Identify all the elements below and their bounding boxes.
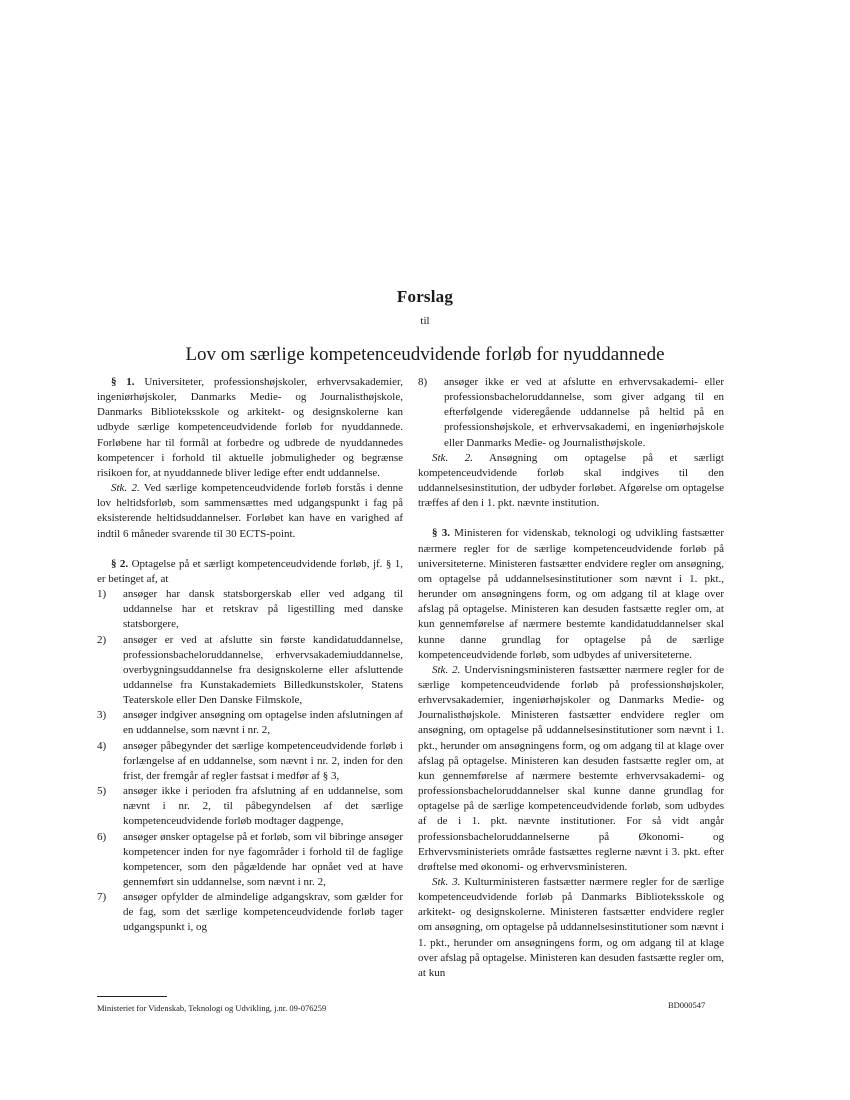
list-item [97, 830, 403, 891]
list-item-number: 5) [97, 785, 107, 798]
list-item-number: 4) [97, 739, 107, 752]
list-item [97, 708, 403, 738]
section-3-stk-3-text: Kulturministeren fastsætter nærmere regler for de særlige kompetenceudvidende forløb på Danmarks Biblioteksskole og arkitekt- og designskolerne. Ministeren fastsætter endvidere regler om ansøgning, om optagelse på uddannelsesinstitutioner som nævnt i 1. pkt., herunder om ansøgningens form, og om adgang til at klage over afslag på optagelse. Ministeren kan desuden fastsætte regler om, at kun [418, 876, 724, 979]
section-3-stk-3-mark: Stk. 3. [432, 876, 461, 888]
list-item-text: ansøger ønsker optagelse på et forløb, som vil bibringe ansøger kompetencer inden for nye fagområder i forhold til de faglige kompetencer, som den pågældende har opnået ved at have gennemført sin uddannelse, som nævnt i nr. 2, [123, 830, 403, 888]
list-item-number: 3) [97, 709, 107, 722]
section-2-text: Optagelse på et særligt kompetenceudvidende forløb, jf. § 1, er betinget af, at [97, 557, 403, 585]
section-3-stk-3 [418, 875, 724, 981]
section-1-stk-2-text: Ved særlige kompetenceudvidende forløb forstås i denne lov heltidsforløb, som sammensættes med udgangspunkt i fag på eksisterende heltidsuddannelser. Forløbet kan have en varighed af indtil 6 måneder svarende til 30 ECTS-point. [97, 482, 403, 540]
list-item [97, 633, 403, 709]
list-item-text: ansøger ikke er ved at afslutte en erhvervsakademi- eller professionsbacheloruddannelse, som giver adgang til en efterfølgende videregående uddannelse på heltid på en professionshøjskole, et erhvervsakademi, en ingeniørhøjskole eller Danmarks Medie- og Journalisthøjskole. [444, 376, 724, 449]
list-item-text: ansøger påbegynder det særlige kompetenceudvidende forløb i forlængelse af en uddannelse, som nævnt i nr. 2, inden for den frist, der fremgår af regler fastsat i medfør af § 3, [123, 739, 403, 782]
footnote-divider [97, 996, 167, 997]
list-item-text: ansøger ikke i perioden fra afslutning af en uddannelse, som nævnt i nr. 2, til påbegyndelsen af det særlige kompetenceudvidende forløb modtager dagpenge, [123, 785, 403, 828]
section-1-mark: § 1. [111, 376, 135, 388]
section-2-stk-2-text: Ansøgning om optagelse på et særligt kompetenceudvidende forløb skal indgives til den uddannelsesinstitution, der udbyder forløbet. Afgørelse om optagelse træffes af den i 1. pkt. nævnte institution. [418, 451, 724, 510]
page-title: Forslag [396, 287, 454, 306]
list-item [97, 587, 403, 632]
section-3-stk-2-text: Undervisningsministeren fastsætter nærmere regler for de særlige kompetenceudvidende forløb på professionshøjskoler, erhvervsakademier, ingeniørhøjskoler og Danmarks Medie- og Journalisthøjskole. Ministeren fastsætter endvidere regler om ansøgning, om optagelse på uddannelsesinstitutioner som nævnt i 1. pkt., herunder om ansøgningens form, og om adgang til at klage over afslag på optagelse. Ministeren kan desuden fastsætte regler om, at kun gennemførelse af nærmere bestemte erhvervsakademi- og professionsbacheloruddannelser skal kunne danne grundlag for optagelse på de særlige kompetenceudvidende forløb, som udbydes af de i 1. pkt. nævnte institutioner. For så vidt angår professionsbacheloruddannelserne på Økonomi- og Erhvervsministeriets område fastsættes reglerne nævnt i 3. pkt. efter drøftelse med økonomi- og erhvervsministeren. [418, 663, 724, 873]
list-item-text: ansøger opfylder de almindelige adgangskrav, som gælder for de fag, som det særlige kompetenceudvidende forløb tager udgangspunkt i, og [123, 891, 403, 934]
section-3-mark: § 3. [432, 527, 450, 540]
list-item [418, 375, 724, 451]
right-column [418, 375, 724, 981]
section-3 [418, 526, 724, 662]
list-item-number: 1) [97, 588, 107, 601]
section-1 [97, 375, 403, 481]
document-id: BD000547 [668, 1000, 706, 1010]
list-item-text: ansøger har dansk statsborgerskab eller ved adgang til uddannelse har et retskrav på ligestilling med danske statsborgere, [123, 588, 403, 631]
page-subtitle: til [420, 315, 430, 327]
section-2-mark: § 2. [111, 557, 129, 570]
list-item-number: 2) [97, 633, 107, 646]
list-item-text: ansøger er ved at afslutte sin første kandidatuddannelse, professionsbacheloruddannelse, erhvervsakademiuddannelse, overbygningsuddannelse fra designskolerne eller afsluttende uddannelse fra Kunstakademiets Billedkunstskoler, Statens Teaterskole eller Den Danske Filmskole, [123, 633, 403, 707]
list-item-number: 6) [97, 830, 107, 843]
section-2-stk-2-mark: Stk. 2. [432, 451, 474, 464]
section-1-text: Universiteter, professionshøjskoler, erhvervsakademier, ingeniørhøjskoler, Danmarks Medie- og Journalisthøjskole, Danmarks Biblioteksskole og arkitekt- og designskolerne kan udbyde særlige kompetenceudvidende forløb for nyuddannede. Forløbene har til formål at forbedre og udbrede de nyuddannedes kompetencer i forhold til aktuelle jobmuligheder og begrænse risikoen for, at nyuddannede bliver ledige efter endt uddannelse. [97, 376, 404, 479]
list-item [97, 784, 403, 829]
section-3-text: Ministeren for videnskab, teknologi og udvikling fastsætter nærmere regler for de særlige kompetenceudvidende forløb på universiteterne. Ministeren fastsætter endvidere regler om ansøgning, om optagelse på uddannelsesinstitutioner som nævnt i 1. pkt., herunder om ansøgningens form, og om adgang til at klage over afslag på optagelse. Ministeren kan desuden fastsætte regler om, at kun gennemførelse af nærmere bestemte kandidatuddannelser skal kunne danne grundlag for optagelse på de særlige kompetenceudvidende forløb, som udbydes af universiteterne. [418, 527, 725, 661]
section-2-stk-2 [418, 451, 724, 512]
left-column [97, 375, 403, 936]
list-item-text: ansøger indgiver ansøgning om optagelse inden afslutningen af en uddannelse, som nævnt i nr. 2, [123, 709, 403, 737]
footnote: Ministeriet for Videnskab, Teknologi og Udvikling, j.nr. 09-076259 [97, 1003, 327, 1013]
section-1-stk-2 [97, 481, 403, 542]
section-2 [97, 557, 403, 587]
section-3-stk-2 [418, 663, 724, 875]
section-1-stk-2-mark: Stk. 2. [111, 482, 140, 495]
list-item-number: 7) [97, 891, 107, 904]
list-item-number: 8) [418, 376, 428, 388]
law-title: Lov om særlige kompetenceudvidende forløb for nyuddannede [185, 344, 665, 365]
section-3-stk-2-mark: Stk. 2. [432, 663, 461, 676]
list-item [97, 739, 403, 784]
list-item [97, 890, 403, 935]
